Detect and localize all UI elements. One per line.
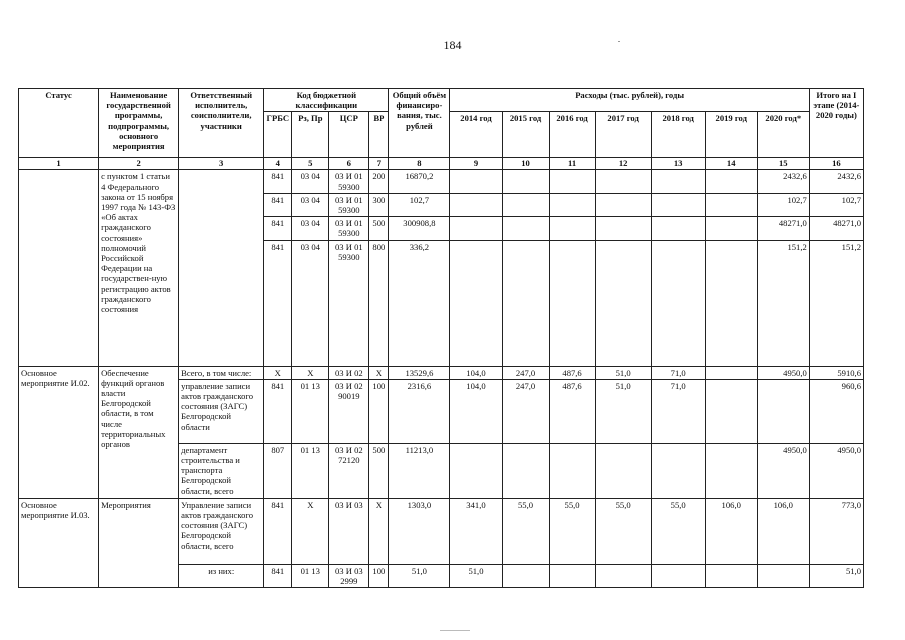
vr-cell: 500 [369, 217, 389, 240]
grbs-cell: 841 [264, 379, 292, 443]
rzpr-cell: 03 04 [292, 193, 329, 216]
col-number: 7 [369, 158, 389, 170]
vr-cell: X [369, 498, 389, 564]
vr-cell: 300 [369, 193, 389, 216]
col-header-rzpr: Рз, Пр [292, 112, 329, 158]
y2016-cell [549, 564, 595, 587]
section3-name: Мероприятия [99, 498, 179, 587]
y2019-cell: 106,0 [705, 498, 757, 564]
col-number: 5 [292, 158, 329, 170]
total-cell: 1303,0 [389, 498, 450, 564]
csr-cell: 03 И 01 59300 [329, 240, 369, 366]
scan-mark [440, 630, 470, 631]
section2-name: Обеспечение функций органов власти Белгородской области, в том числе территориальных органов [99, 366, 179, 498]
section1-name: с пунктом 1 статьи 4 Федерального закона от 15 ноября 1997 года № 143-ФЗ «Об актах гражданского состояния» полномочий Российской Федерации на государствен-ную регистрацию актов гражданского состояния [99, 170, 179, 366]
y2020-cell: 2432,6 [757, 170, 809, 193]
y2014-cell: 51,0 [450, 564, 502, 587]
rzpr-cell: X [292, 366, 329, 379]
rzpr-cell: 03 04 [292, 217, 329, 240]
col-header-budget-code: Код бюджетной классификации [264, 89, 389, 112]
col-header-executor: Ответственный исполнитель, соисполнители, участники [179, 89, 264, 158]
y2016-cell: 487,6 [549, 366, 595, 379]
y2019-cell [705, 366, 757, 379]
y2020-cell: 4950,0 [757, 443, 809, 498]
y2017-cell [595, 564, 651, 587]
col-number: 11 [549, 158, 595, 170]
rzpr-cell: 01 13 [292, 379, 329, 443]
y2017-cell [595, 443, 651, 498]
total-cell: 16870,2 [389, 170, 450, 193]
col-number: 12 [595, 158, 651, 170]
itogo-cell: 102,7 [809, 193, 863, 216]
y2015-cell: 55,0 [502, 498, 549, 564]
grbs-cell: 841 [264, 217, 292, 240]
grbs-cell: 841 [264, 498, 292, 564]
executor-cell: департамент строительства и транспорта Белгородской области, всего [179, 443, 264, 498]
rzpr-cell: X [292, 498, 329, 564]
itogo-cell: 51,0 [809, 564, 863, 587]
scan-mark [618, 41, 620, 42]
vr-cell: 500 [369, 443, 389, 498]
y2016-cell: 487,6 [549, 379, 595, 443]
y2019-cell [705, 564, 757, 587]
csr-cell: 03 И 03 2999 [329, 564, 369, 587]
y2014-cell: 104,0 [450, 366, 502, 379]
section3-status: Основное мероприятие И.03. [19, 498, 99, 587]
vr-cell: 800 [369, 240, 389, 366]
col-header-2016: 2016 год [549, 112, 595, 158]
status-cell [19, 170, 99, 366]
rzpr-cell: 01 13 [292, 443, 329, 498]
total-cell: 11213,0 [389, 443, 450, 498]
vr-cell: 100 [369, 379, 389, 443]
y2015-cell [502, 564, 549, 587]
page-number: 184 [443, 38, 462, 52]
total-cell: 51,0 [389, 564, 450, 587]
executor-cell: управление записи актов гражданского состояния (ЗАГС) Белгородской области [179, 379, 264, 443]
col-number: 4 [264, 158, 292, 170]
grbs-cell: 841 [264, 170, 292, 193]
rzpr-cell: 03 04 [292, 240, 329, 366]
y2020-cell: 151,2 [757, 240, 809, 366]
y2017-cell: 55,0 [595, 498, 651, 564]
col-header-2020: 2020 год* [757, 112, 809, 158]
csr-cell: 03 И 03 [329, 498, 369, 564]
col-number: 1 [19, 158, 99, 170]
y2020-cell: 102,7 [757, 193, 809, 216]
y2020-cell: 106,0 [757, 498, 809, 564]
col-header-expenses: Расходы (тыс. рублей), годы [450, 89, 809, 112]
executor-cell: Управление записи актов гражданского состояния (ЗАГС) Белгородской области, всего [179, 498, 264, 564]
y2018-cell [651, 564, 705, 587]
itogo-cell: 5910,6 [809, 366, 863, 379]
col-number: 10 [502, 158, 549, 170]
executor-cell [179, 170, 264, 366]
total-cell: 2316,6 [389, 379, 450, 443]
col-header-vr: ВР [369, 112, 389, 158]
y2015-cell: 247,0 [502, 379, 549, 443]
col-header-total: Общий объём финансиро-вания, тыс. рублей [389, 89, 450, 158]
col-header-2018: 2018 год [651, 112, 705, 158]
col-number: 14 [705, 158, 757, 170]
y2017-cell: 51,0 [595, 366, 651, 379]
y2019-cell [705, 379, 757, 443]
grbs-cell: 841 [264, 564, 292, 587]
csr-cell: 03 И 02 [329, 366, 369, 379]
col-number: 16 [809, 158, 863, 170]
y2018-cell: 71,0 [651, 366, 705, 379]
y2020-cell [757, 564, 809, 587]
itogo-cell: 2432,6 [809, 170, 863, 193]
y2018-cell [651, 443, 705, 498]
col-header-2017: 2017 год [595, 112, 651, 158]
y2014-cell: 104,0 [450, 379, 502, 443]
col-number: 6 [329, 158, 369, 170]
itogo-cell: 4950,0 [809, 443, 863, 498]
csr-cell: 03 И 02 90019 [329, 379, 369, 443]
csr-cell: 03 И 01 59300 [329, 170, 369, 193]
col-header-csr: ЦСР [329, 112, 369, 158]
grbs-cell: 807 [264, 443, 292, 498]
col-header-name: Наименование государственной программы, подпрограммы, основного мероприятия [99, 89, 179, 158]
csr-cell: 03 И 01 59300 [329, 217, 369, 240]
y2016-cell [549, 443, 595, 498]
csr-cell: 03 И 01 59300 [329, 193, 369, 216]
section2-status: Основное мероприятие И.02. [19, 366, 99, 498]
col-number: 3 [179, 158, 264, 170]
y2018-cell: 55,0 [651, 498, 705, 564]
vr-cell: 100 [369, 564, 389, 587]
y2016-cell: 55,0 [549, 498, 595, 564]
col-header-grbs: ГРБС [264, 112, 292, 158]
y2020-cell [757, 379, 809, 443]
col-header-2015: 2015 год [502, 112, 549, 158]
y2019-cell [705, 443, 757, 498]
grbs-cell: 841 [264, 193, 292, 216]
rzpr-cell: 01 13 [292, 564, 329, 587]
executor-cell: из них: [179, 564, 264, 587]
budget-table [18, 88, 864, 588]
vr-cell: X [369, 366, 389, 379]
itogo-cell: 48271,0 [809, 217, 863, 240]
csr-cell: 03 И 02 72120 [329, 443, 369, 498]
col-number: 2 [99, 158, 179, 170]
total-cell: 102,7 [389, 193, 450, 216]
y2014-cell: 341,0 [450, 498, 502, 564]
itogo-cell: 151,2 [809, 240, 863, 366]
col-header-2014: 2014 год [450, 112, 502, 158]
itogo-cell: 773,0 [809, 498, 863, 564]
y2014-cell [450, 443, 502, 498]
executor-cell: Всего, в том числе: [179, 366, 264, 379]
col-header-status: Статус [19, 89, 99, 158]
grbs-cell: 841 [264, 240, 292, 366]
col-header-2019: 2019 год [705, 112, 757, 158]
y2017-cell: 51,0 [595, 379, 651, 443]
rzpr-cell: 03 04 [292, 170, 329, 193]
y2018-cell: 71,0 [651, 379, 705, 443]
grbs-cell: X [264, 366, 292, 379]
total-cell: 336,2 [389, 240, 450, 366]
col-number: 13 [651, 158, 705, 170]
vr-cell: 200 [369, 170, 389, 193]
col-number: 8 [389, 158, 450, 170]
col-number: 9 [450, 158, 502, 170]
y2015-cell: 247,0 [502, 366, 549, 379]
col-header-itogo: Итого на I этапе (2014-2020 годы) [809, 89, 863, 158]
col-number: 15 [757, 158, 809, 170]
itogo-cell: 960,6 [809, 379, 863, 443]
total-cell: 13529,6 [389, 366, 450, 379]
y2015-cell [502, 443, 549, 498]
y2020-cell: 4950,0 [757, 366, 809, 379]
y2020-cell: 48271,0 [757, 217, 809, 240]
total-cell: 300908,8 [389, 217, 450, 240]
